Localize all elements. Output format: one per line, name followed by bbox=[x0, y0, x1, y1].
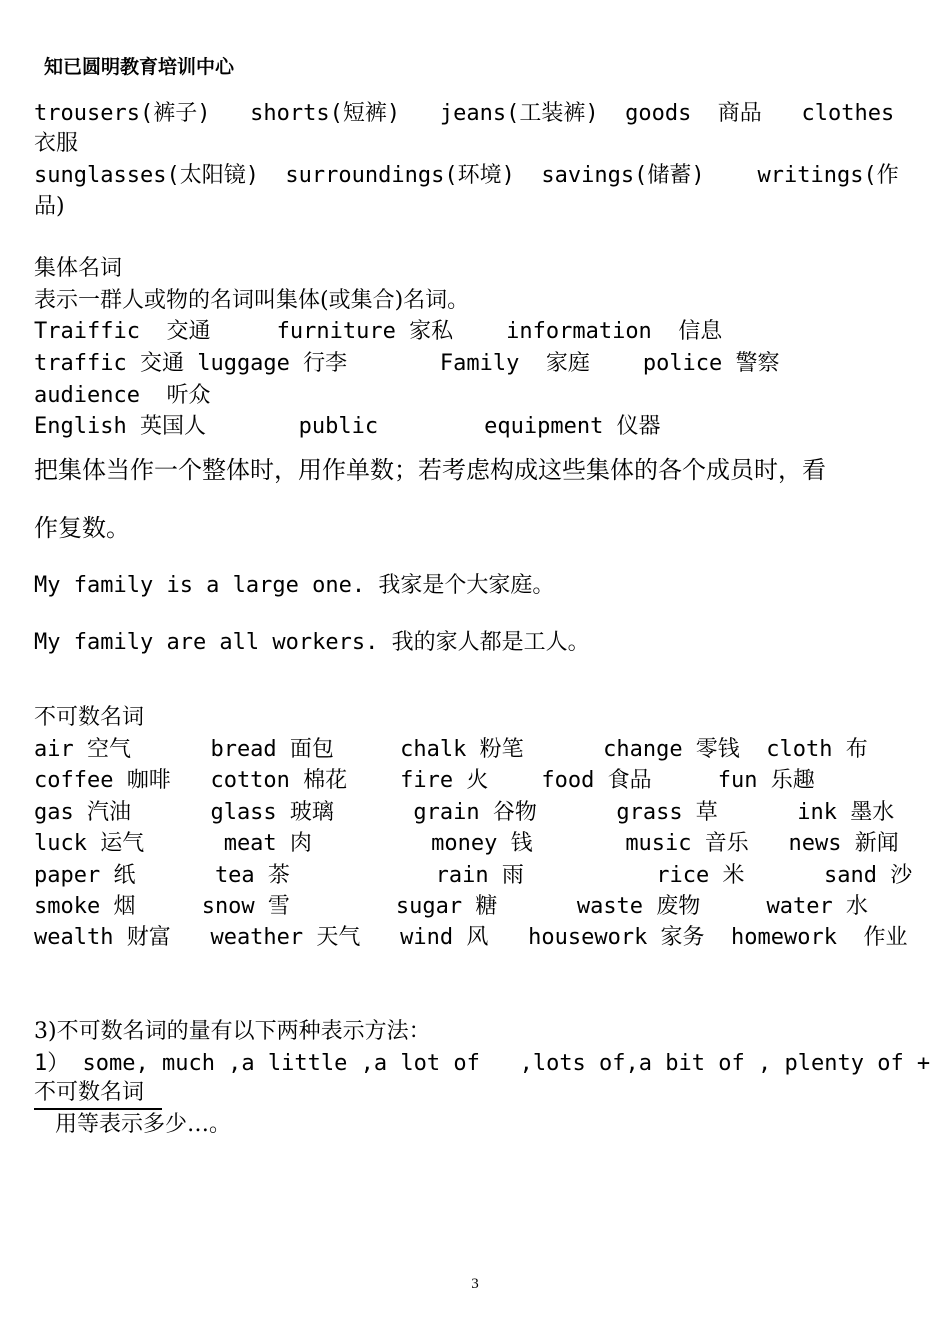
section-heading: 3)不可数名词的量有以下两种表示方法： bbox=[34, 1019, 431, 1044]
page-number: 3 bbox=[471, 1276, 479, 1292]
example-sentence: My family are all workers. 我的家人都是工人。 bbox=[34, 630, 590, 655]
text-line: 1） some, much ,a little ,a lot of ,lots of,a bit of , plenty of + bbox=[34, 1051, 931, 1076]
text-line: 不可数名词 bbox=[34, 1080, 145, 1105]
example-sentence: My family is a large one. 我家是个大家庭。 bbox=[34, 573, 555, 598]
word-row: air 空气 bread 面包 chalk 粉笔 change 零钱 cloth 布 bbox=[34, 737, 868, 762]
text-line: sunglasses(太阳镜) surroundings(环境) savings(储蓄) writings(作 bbox=[34, 163, 899, 188]
word-row: gas 汽油 glass 玻璃 grain 谷物 grass 草 ink 墨水 bbox=[34, 800, 895, 825]
text-line: 衣服 bbox=[34, 131, 79, 156]
text-line: audience 听众 bbox=[34, 383, 211, 408]
text-line: 表示一群人或物的名词叫集体(或集合)名词。 bbox=[34, 288, 470, 313]
word-row: smoke 烟 snow 雪 sugar 糖 waste 废物 water 水 bbox=[34, 894, 868, 919]
text-line: Traiffic 交通 furniture 家私 information 信息 bbox=[34, 319, 723, 344]
word-row: paper 纸 tea 茶 rain 雨 rice 米 sand 沙 bbox=[34, 863, 913, 888]
text-line: traffic 交通 luggage 行李 Family 家庭 police 警察 bbox=[34, 351, 780, 376]
word-row: luck 运气 meat 肉 money 钱 music 音乐 news 新闻 bbox=[34, 831, 899, 856]
text-line: trousers(裤子) shorts(短裤) jeans(工装裤) goods 商品 clothes bbox=[34, 101, 895, 126]
text-line: 把集体当作一个整体时，用作单数；若考虑构成这些集体的各个成员时，看 bbox=[34, 456, 826, 484]
section-heading: 集体名词 bbox=[34, 256, 123, 281]
page-header: 知已圆明教育培训中心 bbox=[44, 56, 235, 78]
word-row: coffee 咖啡 cotton 棉花 fire 火 food 食品 fun 乐趣 bbox=[34, 768, 815, 793]
underline bbox=[34, 1108, 162, 1110]
word-row: wealth 财富 weather 天气 wind 风 housework 家务 homework 作业 bbox=[34, 925, 908, 950]
text-line: 品) bbox=[34, 194, 65, 219]
text-line: 作复数。 bbox=[34, 514, 130, 542]
text-line: 用等表示多少…。 bbox=[34, 1112, 231, 1137]
section-heading: 不可数名词 bbox=[34, 705, 145, 730]
text-line: English 英国人 public equipment 仪器 bbox=[34, 414, 661, 439]
